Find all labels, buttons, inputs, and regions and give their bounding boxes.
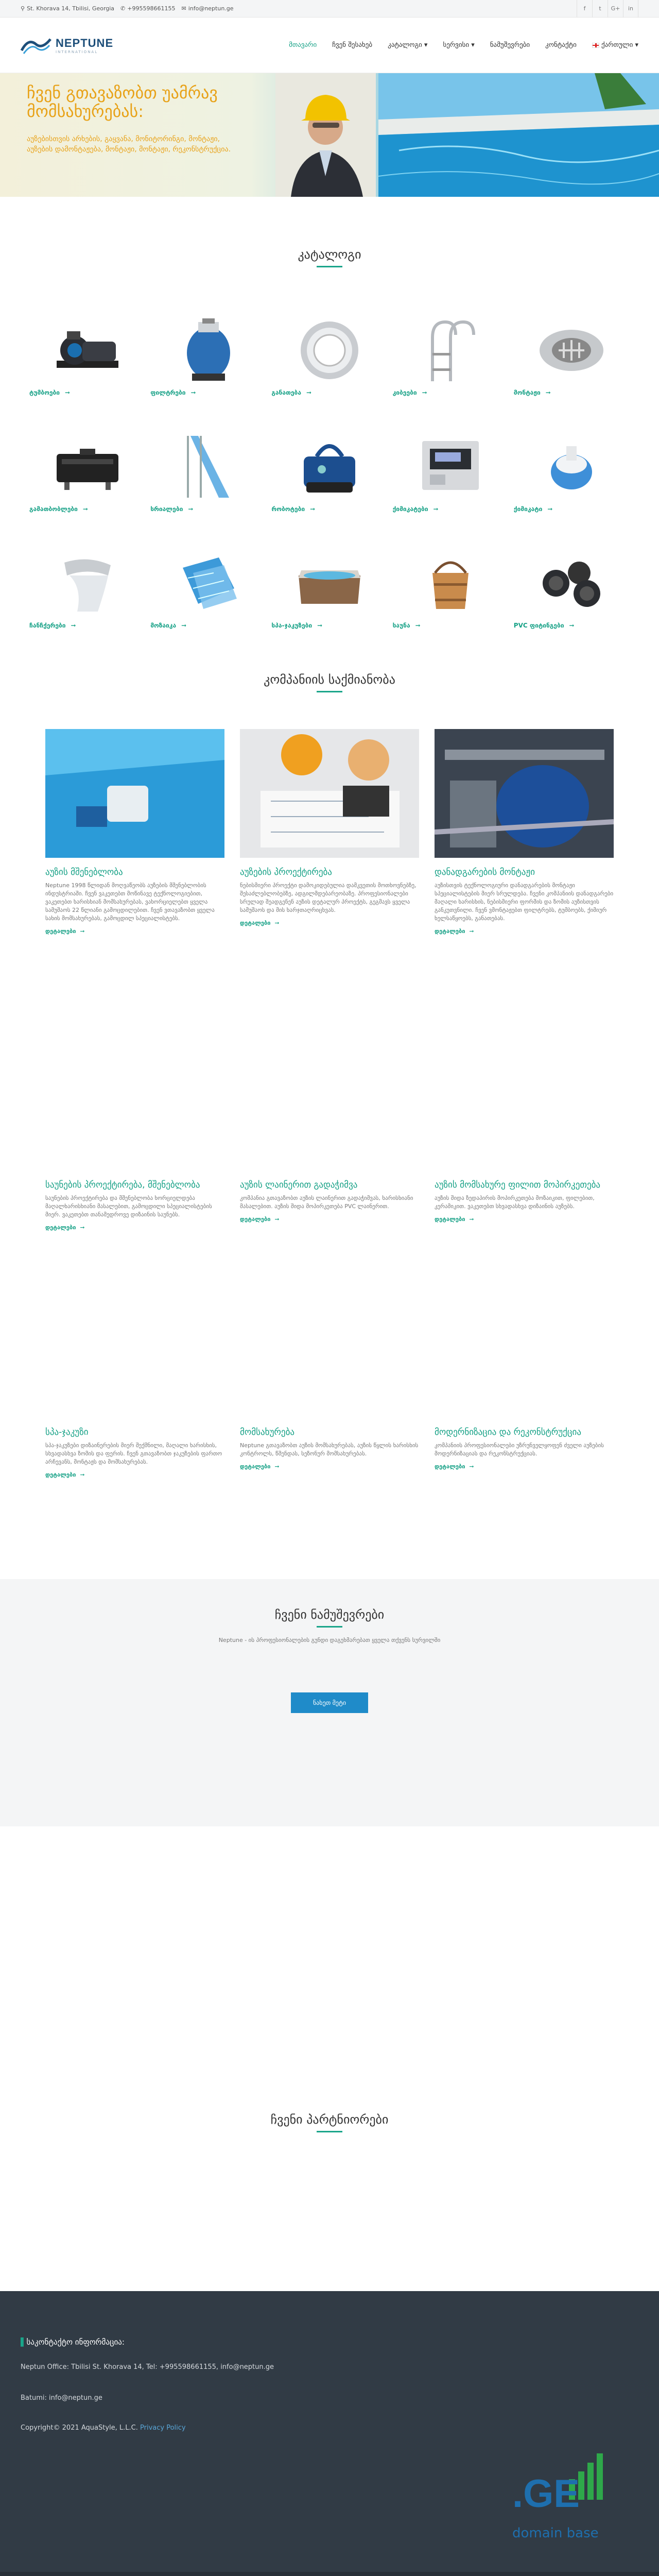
arrow-right-icon: ➞ bbox=[306, 389, 312, 396]
catalog-item[interactable]: განათება ➞ bbox=[269, 307, 390, 409]
logo-wave-icon bbox=[21, 35, 51, 56]
catalog-item[interactable]: ტუმბოები ➞ bbox=[27, 307, 148, 409]
twitter-icon[interactable]: t bbox=[592, 0, 608, 18]
phone-icon: ✆ bbox=[120, 5, 126, 12]
footer-copyright: Copyright© 2021 AquaStyle, L.L.C. Privacy Policy bbox=[21, 2424, 186, 2432]
service-title: დანადგარების მონტაჟი bbox=[435, 867, 535, 877]
service-card bbox=[45, 1427, 224, 1478]
filter-icon bbox=[178, 317, 239, 384]
footer-heading: ▌საკონტაქტო ინფორმაცია: bbox=[21, 2337, 125, 2347]
service-title: აუზის მომსახურე ფილით მოპირკეთება bbox=[435, 1180, 601, 1190]
service-title: მომსახურება bbox=[240, 1427, 295, 1437]
nav-language[interactable]: ქართული ▾ bbox=[592, 41, 638, 49]
footer-office: Neptun Office: Tbilisi St. Khorava 14, Tel: +995598661155, info@neptun.ge bbox=[21, 2363, 274, 2371]
catalog-item[interactable]: ჩანჩქერები ➞ bbox=[27, 539, 148, 641]
service-text: აუზისთვის ტექნოლოგიური დანადგარების მონტაჟი სპეციალისტების მიერ სრულდება. ჩვენი კომპანიის დანადგარები მაღალი ხარისხის, ნებისმიერი ფორმის და ზომის აუზისთვის განკუთვნილი. ჩვენ ვმონტაჟებთ ფილტრებს, ტუმბოებს, ქიმიურ ხელსაწყოებს, განათებას. bbox=[435, 882, 614, 922]
service-card bbox=[435, 1427, 614, 1470]
catalog-item[interactable]: ქიმიკატები ➞ bbox=[390, 423, 511, 525]
hero-title: ჩვენ გთავაზობთ უამრავ მომსახურებას: bbox=[27, 83, 218, 121]
service-title: აუზის მშენებლობა bbox=[45, 867, 123, 877]
skimmer-icon bbox=[535, 322, 608, 379]
pvc-fittings-icon bbox=[535, 552, 608, 614]
service-title: აუზების პროექტირება bbox=[240, 867, 332, 877]
details-link[interactable]: დეტალები ➞ bbox=[435, 1463, 474, 1470]
linkedin-icon[interactable]: in bbox=[623, 0, 638, 18]
service-card bbox=[45, 729, 224, 935]
site-footer bbox=[0, 2291, 659, 2572]
address: ⚲ St. Khorava 14, Tbilisi, Georgia bbox=[21, 5, 115, 12]
catalog-item[interactable]: მოზაიკა ➞ bbox=[148, 539, 269, 641]
title-underline bbox=[317, 691, 342, 692]
copyright-bar bbox=[0, 2572, 659, 2576]
service-title: მოდერნიზაცია და რეკონსტრუქცია bbox=[435, 1427, 581, 1437]
arrow-right-icon: ➞ bbox=[274, 1216, 280, 1223]
catalog-item[interactable]: სრიალები ➞ bbox=[148, 423, 269, 525]
pump-icon bbox=[51, 322, 124, 379]
logo-name: NEPTUNE bbox=[56, 36, 114, 49]
arrow-right-icon: ➞ bbox=[569, 622, 575, 629]
site-header bbox=[0, 18, 659, 73]
arrow-right-icon: ➞ bbox=[545, 389, 551, 396]
arrow-right-icon: ➞ bbox=[181, 622, 187, 629]
hero-text: აუზებისთვის არხების, გაყვანა, მონიტორინგი, მონტაჟი, აუზების დამონტაჟება, მონტაჟი, მონტაჟი, რეკონსტრუქცია. bbox=[27, 135, 231, 154]
robot-icon bbox=[296, 436, 363, 498]
partners-title: ჩვენი პარტნიორები bbox=[270, 2112, 389, 2127]
arrow-right-icon: ➞ bbox=[80, 1471, 85, 1478]
arrow-right-icon: ➞ bbox=[469, 1216, 474, 1223]
service-text: საუნების პროექტირება და მშენებლობა ხორციელდება მაღალხარისხიანი მასალებით, გამოცდილი სპეციალისტების მიერ. ვაკეთებთ თანამედროვე დიზაინის საუნებს. bbox=[45, 1195, 212, 1218]
service-card bbox=[435, 1180, 614, 1223]
catalog-item[interactable]: ფილტრები ➞ bbox=[148, 307, 269, 409]
arrow-right-icon: ➞ bbox=[274, 920, 280, 926]
partners-section bbox=[0, 2112, 659, 2132]
arrow-right-icon: ➞ bbox=[65, 389, 71, 396]
catalog-title: კატალოგი bbox=[298, 247, 361, 262]
pool-image bbox=[378, 73, 659, 197]
mosaic-icon bbox=[172, 552, 245, 614]
service-text: Neptune გთავაზობთ აუზის მომსახურებას, აუზის წყლის ხარისხის კონტროლს, წმენდას, სეზონურ მომსახურებას. bbox=[240, 1442, 419, 1457]
nav-catalog[interactable]: კატალოგი ▾ bbox=[388, 41, 428, 49]
arrow-right-icon: ➞ bbox=[274, 1463, 280, 1470]
email[interactable]: ✉ info@neptun.ge bbox=[181, 5, 234, 12]
logo-subtitle: INTERNATIONAL bbox=[56, 49, 98, 54]
catalog-item[interactable]: კიბეები ➞ bbox=[390, 307, 511, 409]
nav-about[interactable]: ჩვენ შესახებ bbox=[332, 41, 373, 49]
engineer-image bbox=[275, 73, 376, 197]
slide-icon bbox=[180, 431, 237, 503]
facebook-icon[interactable]: f bbox=[577, 0, 592, 18]
service-card bbox=[240, 729, 419, 926]
service-text: აუზის შიდა ზედაპირის მოპირკეთება მოზაიკით, ფილებით, კერამიკით. ვაკეთებთ სხვადასხვა დიზაინის აუზებს. bbox=[435, 1195, 595, 1210]
lamp-icon bbox=[296, 317, 363, 384]
service-text: კომპანიის პროფესიონალები უზრუნველყოფენ ძველი აუზების მოდერნიზაციას და რეკონსტრუქციას. bbox=[435, 1442, 604, 1457]
service-title: საუნების პროექტირება, მშენებლობა bbox=[45, 1180, 200, 1190]
catalog-item[interactable]: ქიმიკატი ➞ bbox=[511, 423, 632, 525]
works-subtitle: Neptune - ის პროფესიონალების გუნდი დაგეხმარებათ ყველა თქვენს სურვილში bbox=[218, 1637, 441, 1643]
chevron-down-icon: ▾ bbox=[424, 41, 428, 49]
arrow-right-icon: ➞ bbox=[80, 1224, 85, 1231]
catalog-item[interactable]: რობოტები ➞ bbox=[269, 423, 390, 525]
details-link[interactable]: დეტალები ➞ bbox=[45, 1224, 85, 1231]
equipment-installation-image bbox=[435, 729, 614, 858]
details-link[interactable]: დეტალები ➞ bbox=[240, 1216, 280, 1223]
details-link[interactable]: დეტალები ➞ bbox=[45, 1471, 85, 1478]
service-text: კომპანია გთავაზობთ აუზის ლაინერით გადაჭიმვას, ხარისხიანი მასალებით. აუზის შიდა მოპირკეთება PVC ლაინერით. bbox=[240, 1195, 413, 1210]
top-bar bbox=[0, 0, 659, 18]
hero-banner bbox=[0, 73, 659, 197]
service-text: სპა-ჯაკუზები დიზაინერების მიერ შექმნილი, მაღალი ხარისხის, სხვადასხვა ზომის და ფერის. ჩვენ გთავაზობთ ჯაკუზების ფართო არჩევანს, მონტაჟს და მომსახურებას. bbox=[45, 1442, 222, 1465]
domain-badge[interactable] bbox=[512, 2448, 620, 2551]
arrow-right-icon: ➞ bbox=[422, 389, 427, 396]
catalog-grid bbox=[27, 307, 632, 641]
arrow-right-icon: ➞ bbox=[82, 505, 88, 513]
catalog-header bbox=[0, 247, 659, 267]
jacuzzi-icon bbox=[293, 555, 366, 612]
site-logo[interactable] bbox=[21, 35, 113, 56]
catalog-item[interactable]: PVC ფიტინგები ➞ bbox=[511, 539, 632, 641]
arrow-right-icon: ➞ bbox=[469, 928, 474, 935]
google-plus-icon[interactable]: G+ bbox=[608, 0, 623, 18]
title-underline bbox=[317, 266, 342, 267]
badge-subtitle: domain base bbox=[512, 2526, 599, 2541]
phone[interactable]: ✆ +995598661155 bbox=[120, 5, 176, 12]
arrow-right-icon: ➞ bbox=[310, 505, 316, 513]
nav-home[interactable]: მთავარი bbox=[289, 41, 317, 49]
arrow-right-icon: ➞ bbox=[433, 505, 439, 513]
map-pin-icon: ⚲ bbox=[21, 5, 25, 12]
catalog-item[interactable]: მონტაჟი ➞ bbox=[511, 307, 632, 409]
service-title: აუზის ლაინერით გადაჭიმვა bbox=[240, 1180, 358, 1190]
badge-text: .GE bbox=[512, 2472, 580, 2516]
activity-header bbox=[0, 672, 659, 692]
pool-illustration bbox=[378, 73, 659, 197]
dispenser-icon bbox=[541, 436, 602, 498]
catalog-item[interactable]: საუნა ➞ bbox=[390, 539, 511, 641]
title-underline bbox=[317, 2131, 342, 2132]
catalog-item[interactable]: გამათბობლები ➞ bbox=[27, 423, 148, 525]
arrow-right-icon: ➞ bbox=[415, 622, 421, 629]
ladder-icon bbox=[422, 317, 479, 384]
service-text: Neptune 1998 წლიდან მოღვაწეობს აუზების მშენებლობის ინდუსტრიაში. ჩვენ ვაკეთებთ მოწინავე ტექნოლოგიებით, ვაკეთებთ ხარისხიან მომსახურებას, ვახორციელებთ ყველა სამუშაოს 22 წლიანი გამოცდილებით. ჩვენ ვთავაზობთ ყველა სახის მომსახურებას, გამოცდილ სპეციალისტებს. bbox=[45, 882, 215, 922]
georgia-flag-icon bbox=[592, 43, 599, 48]
service-card bbox=[240, 1427, 419, 1470]
activity-title: კომპანიის საქმიანობა bbox=[264, 672, 395, 687]
chevron-down-icon: ▾ bbox=[635, 41, 638, 49]
arrow-right-icon: ➞ bbox=[190, 389, 196, 396]
works-section bbox=[0, 1579, 659, 1826]
arrow-right-icon: ➞ bbox=[188, 505, 194, 513]
service-text: ნებისმიერი პროექტი დამოკიდებულია დამკვეთის მოთხოვნებზე, შესაძლებლობებზე, ადგილმდებარეობაზე. პროფესიონალები სრულად შეადგენენ აუზის დეტალურ პროექტს, გეგმავს ყველა სამუშაოს და მის ხარჯთაღრიცხვას. bbox=[240, 882, 417, 913]
details-link[interactable]: დეტალები ➞ bbox=[435, 928, 474, 935]
design-blueprint-image bbox=[240, 729, 419, 858]
arrow-right-icon: ➞ bbox=[469, 1463, 474, 1470]
nav-works[interactable]: ნამუშევრები bbox=[490, 41, 530, 49]
catalog-item[interactable]: სპა-ჯაკუზები ➞ bbox=[269, 539, 390, 641]
nav-service[interactable]: სერვისი ▾ bbox=[443, 41, 475, 49]
arrow-right-icon: ➞ bbox=[71, 622, 76, 629]
service-title: სპა-ჯაკუზი bbox=[45, 1427, 89, 1437]
details-link[interactable]: დეტალები ➞ bbox=[240, 1463, 280, 1470]
service-card bbox=[240, 1180, 419, 1223]
details-link[interactable]: დეტალები ➞ bbox=[240, 920, 280, 926]
chevron-down-icon: ▾ bbox=[471, 41, 475, 49]
privacy-policy-link[interactable]: Privacy Policy bbox=[140, 2424, 186, 2432]
works-title: ჩვენი ნამუშევრები bbox=[274, 1607, 385, 1622]
title-underline bbox=[317, 1626, 342, 1628]
arrow-right-icon: ➞ bbox=[547, 505, 553, 513]
waterfall-icon bbox=[57, 552, 118, 614]
details-link[interactable]: დეტალები ➞ bbox=[45, 928, 85, 935]
service-card bbox=[435, 729, 614, 935]
sauna-bucket-icon bbox=[425, 552, 476, 614]
main-nav bbox=[289, 41, 638, 49]
arrow-right-icon: ➞ bbox=[317, 622, 323, 629]
heading-bar: ▌ bbox=[21, 2337, 27, 2347]
mail-icon: ✉ bbox=[181, 5, 186, 12]
details-link[interactable]: დეტალები ➞ bbox=[435, 1216, 474, 1223]
arrow-right-icon: ➞ bbox=[80, 928, 85, 935]
heater-icon bbox=[51, 438, 124, 495]
controller-icon bbox=[417, 436, 484, 498]
footer-batumi: Batumi: info@neptun.ge bbox=[21, 2394, 102, 2402]
pool-construction-image bbox=[45, 729, 224, 858]
nav-contact[interactable]: კონტაქტი bbox=[545, 41, 577, 49]
service-card bbox=[45, 1180, 224, 1231]
see-more-button[interactable]: ნახეთ მეტი bbox=[291, 1692, 368, 1713]
